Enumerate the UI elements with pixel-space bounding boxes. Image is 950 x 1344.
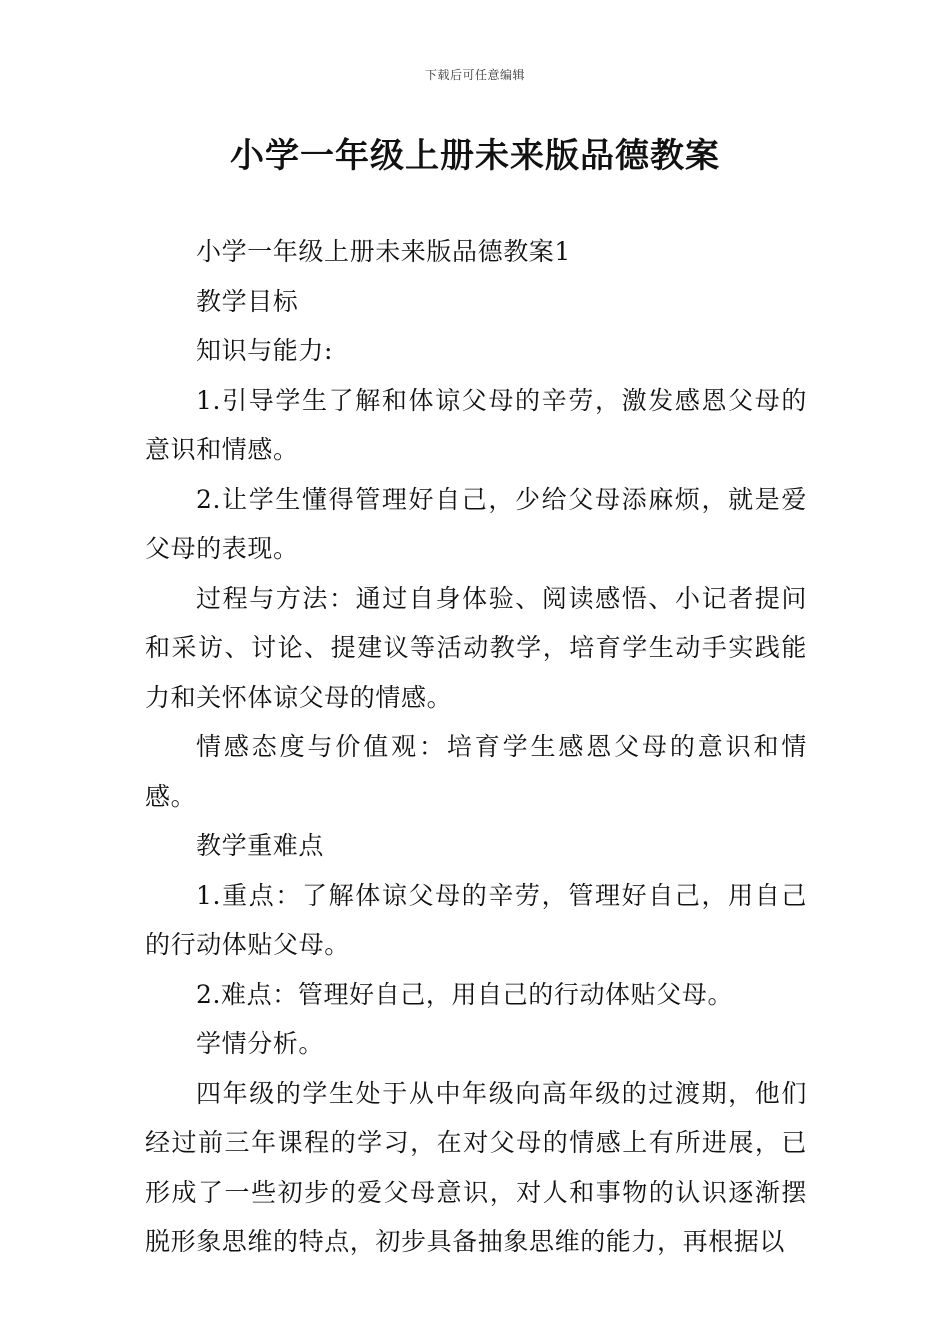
paragraph-process-method: 过程与方法：通过自身体验、阅读感悟、小记者提问和采访、讨论、提建议等活动教学，培育学生动手实践能力和关怀体谅父母的情感。 [145, 583, 807, 712]
paragraph-emotion-values: 情感态度与价值观：培育学生感恩父母的意识和情感。 [145, 732, 807, 811]
paragraph-analysis-heading: 学情分析。 [196, 1029, 325, 1058]
paragraph-difficult-point: 2.难点：管理好自己，用自己的行动体贴父母。 [196, 979, 734, 1009]
document-title: 小学一年级上册未来版品德教案 [230, 136, 720, 176]
document-body [145, 227, 807, 1267]
paragraph-knowledge-heading: 知识与能力: [196, 336, 334, 365]
paragraph-teaching-goals-heading: 教学目标 [196, 286, 299, 316]
paragraph-goal-1: 1.引导学生了解和体谅父母的辛劳，激发感恩父母的意识和情感。 [145, 385, 807, 464]
header-note: 下载后可任意编辑 [424, 68, 525, 82]
paragraph-analysis-body: 四年级的学生处于从中年级向高年级的过渡期，他们经过前三年课程的学习，在对父母的情感上有所进展，已形成了一些初步的爱父母意识，对人和事物的认识逐渐摆脱形象思维的特点，初步具备抽象思维的能力，再根据以 [145, 1078, 807, 1256]
paragraph-key-points-heading: 教学重难点 [196, 831, 325, 860]
paragraph-goal-2: 2.让学生懂得管理好自己，少给父母添麻烦，就是爱父母的表现。 [145, 484, 807, 563]
paragraph-key-point: 1.重点：了解体谅父母的辛劳，管理好自己，用自己的行动体贴父母。 [145, 880, 807, 959]
paragraph-subtitle: 小学一年级上册未来版品德教案1 [196, 237, 571, 266]
